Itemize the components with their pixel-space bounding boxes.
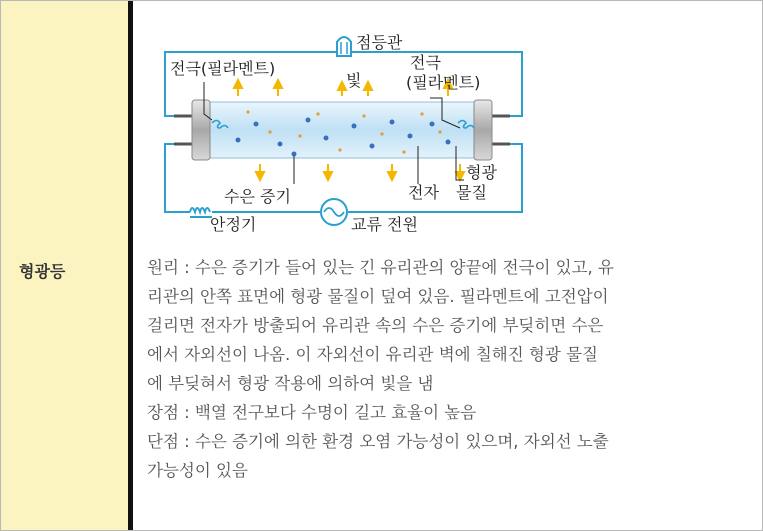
ballast-icon: [190, 208, 212, 217]
left-electrode-label: 전극(필라멘트): [170, 59, 276, 78]
fluorescent-lamp-diagram: [160, 28, 540, 238]
mercury-vapor-label: 수은 증기: [224, 187, 291, 206]
description: [147, 253, 747, 485]
ac-source-icon: [321, 199, 347, 225]
column-divider: [128, 1, 133, 530]
ballast-label: 안정기: [210, 215, 257, 234]
principle-line: 원리 : 수은 증기가 들어 있는 긴 유리관의 양끝에 전극이 있고, 유: [147, 258, 614, 277]
light-label: 빛: [346, 71, 362, 90]
phosphor-label-line2: 물질: [456, 183, 487, 202]
term-cell: [1, 1, 128, 530]
right-end-cap: [474, 100, 492, 160]
left-end-cap: [192, 100, 210, 160]
principle-line: 에 부딪혀서 형광 작용에 의하여 빛을 냄: [147, 374, 434, 393]
term-label: 형광등: [19, 262, 66, 281]
starter-lamp-icon: [337, 37, 351, 56]
glass-tube: [208, 102, 476, 158]
principle-line: 리관의 안쪽 표면에 형광 물질이 덮여 있음. 필라멘트에 고전압이: [147, 287, 609, 306]
electron-label: 전자: [408, 183, 439, 202]
ac-source-label: 교류 전원: [351, 215, 418, 234]
principle-line: 걸리면 전자가 방출되어 유리관 속의 수은 증기에 부딪히면 수은: [147, 316, 604, 335]
cons-line: 가능성이 있음: [147, 461, 248, 480]
principle-line: 에서 자외선이 나옴. 이 자외선이 유리관 벽에 칠해진 형광 물질: [147, 345, 598, 364]
right-electrode-label-line2: (필라멘트): [406, 73, 481, 92]
cons-line: 단점 : 수은 증기에 의한 환경 오염 가능성이 있으며, 자외선 노출: [147, 432, 609, 451]
pros-line: 장점 : 백열 전구보다 수명이 길고 효율이 높음: [147, 403, 477, 422]
right-electrode-label-line1: 전극: [410, 53, 441, 72]
lamp-label: 점등관: [356, 33, 403, 52]
phosphor-label-line1: 형광: [466, 163, 497, 182]
